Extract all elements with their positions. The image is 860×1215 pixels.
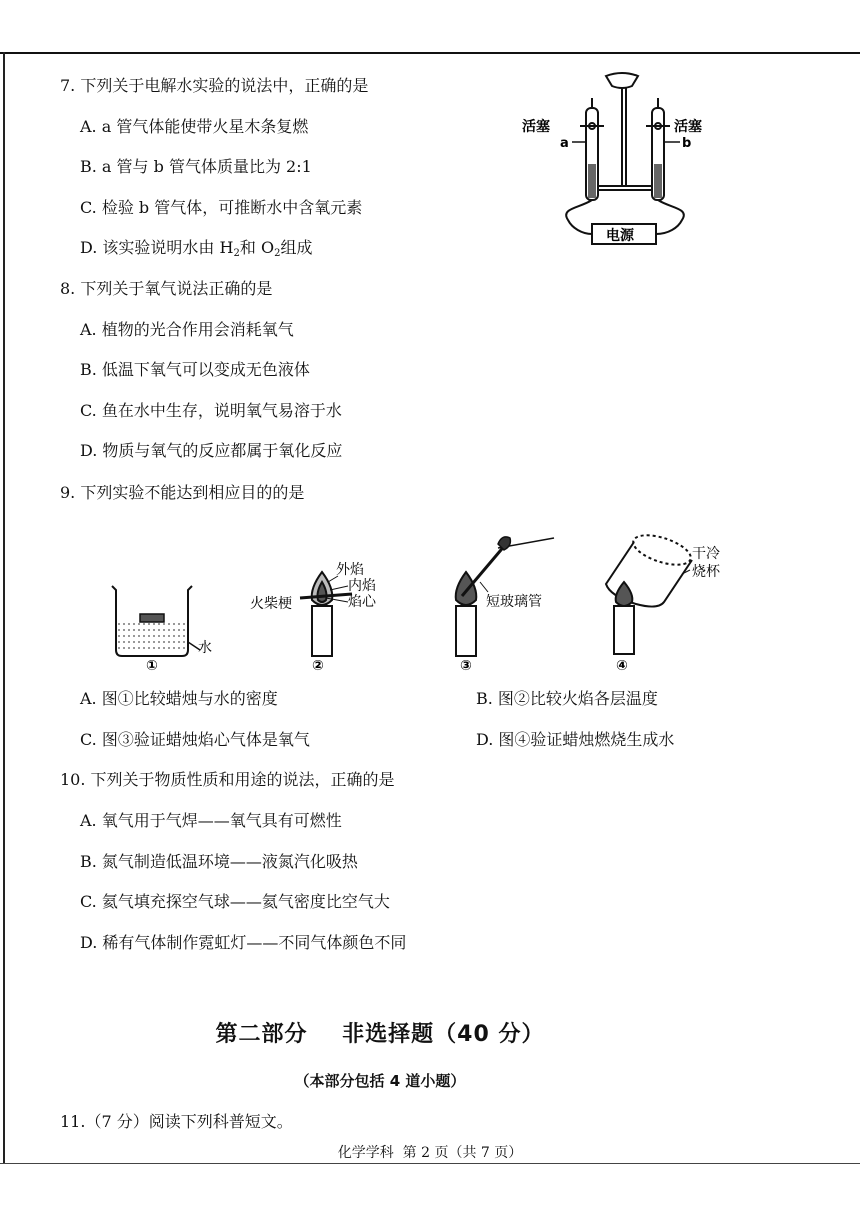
stopcock-right-label: 活塞 — [674, 119, 702, 135]
left-border — [3, 52, 5, 1164]
fig1-number: ① — [146, 658, 158, 672]
q10-option-a: A. 氧气用于气焊——氧气具有可燃性 — [80, 811, 342, 830]
q8-option-a: A. 植物的光合作用会消耗氧气 — [80, 320, 294, 339]
fig1-water-label: 水 — [198, 640, 212, 656]
q7-d-mid: 和 O — [239, 238, 275, 257]
q7-option-d — [80, 238, 312, 264]
fig2-number: ② — [312, 658, 324, 672]
q7-d-pre: D. 该实验说明水由 H — [80, 238, 234, 257]
q9-stem: 9. 下列实验不能达到相应目的的是 — [60, 483, 305, 502]
q8-option-b: B. 低温下氧气可以变成无色液体 — [80, 360, 310, 379]
q10-option-b: B. 氮气制造低温环境——液氮汽化吸热 — [80, 852, 358, 871]
top-border — [0, 52, 860, 54]
q8-stem: 8. 下列关于氧气说法正确的是 — [60, 279, 273, 298]
fig4-number: ④ — [616, 658, 628, 672]
fig4-label-line1: 干冷 — [692, 546, 720, 562]
part-two-title: 第二部分 非选择题（40 分） — [215, 1022, 545, 1047]
q7-d-post: 组成 — [280, 238, 313, 257]
q9-option-b: B. 图②比较火焰各层温度 — [476, 689, 658, 708]
fig4-label-line2: 烧杯 — [692, 564, 720, 580]
q7-d-sub2: 2 — [274, 248, 281, 259]
q9-figure-1-beaker — [104, 580, 224, 672]
page-footer: 化学学科 第 2 页（共 7 页） — [337, 1145, 523, 1161]
q7-option-a: A. a 管气体能使带火星木条复燃 — [80, 117, 309, 136]
electrolysis-apparatus-figure — [520, 68, 710, 248]
q8-option-d: D. 物质与氧气的反应都属于氧化反应 — [80, 441, 343, 460]
q7-stem: 7. 下列关于电解水实验的说法中，正确的是 — [60, 76, 369, 95]
q10-stem: 10. 下列关于物质性质和用途的说法，正确的是 — [60, 770, 395, 789]
q9-option-d: D. 图④验证蜡烛燃烧生成水 — [476, 730, 675, 749]
q9-option-c: C. 图③验证蜡烛焰心气体是氧气 — [80, 730, 310, 749]
tube-a-label: a — [560, 136, 569, 151]
q7-option-b: B. a 管与 b 管气体质量比为 2:1 — [80, 157, 312, 176]
fig2-flame-core-label: 焰心 — [348, 594, 376, 610]
fig3-number: ③ — [460, 658, 472, 672]
q9-figure-3-glass-tube — [432, 530, 572, 672]
q8-option-c: C. 鱼在水中生存，说明氧气易溶于水 — [80, 401, 342, 420]
tube-b-label: b — [682, 136, 692, 151]
q9-figure-4-beaker — [596, 524, 736, 672]
part-two-note: （本部分包括 4 道小题） — [294, 1072, 466, 1090]
fig2-inner-flame-label: 内焰 — [348, 578, 376, 594]
q9-option-a: A. 图①比较蜡烛与水的密度 — [80, 689, 278, 708]
q10-option-d: D. 稀有气体制作霓虹灯——不同气体颜色不同 — [80, 933, 407, 952]
stopcock-left-label: 活塞 — [522, 119, 550, 135]
q10-option-c: C. 氦气填充探空气球——氦气密度比空气大 — [80, 892, 390, 911]
fig2-outer-flame-label: 外焰 — [336, 562, 364, 578]
bottom-border — [0, 1163, 860, 1164]
power-source-label: 电源 — [606, 228, 634, 244]
q11-stem: 11.（7 分）阅读下列科普短文。 — [60, 1112, 293, 1131]
fig3-glass-tube-label: 短玻璃管 — [486, 594, 542, 610]
q9-figure-2-flame — [248, 560, 378, 672]
q7-option-c: C. 检验 b 管气体，可推断水中含氧元素 — [80, 198, 363, 217]
fig2-matchstick-label: 火柴梗 — [250, 596, 292, 612]
q7-d-sub1: 2 — [233, 248, 240, 259]
